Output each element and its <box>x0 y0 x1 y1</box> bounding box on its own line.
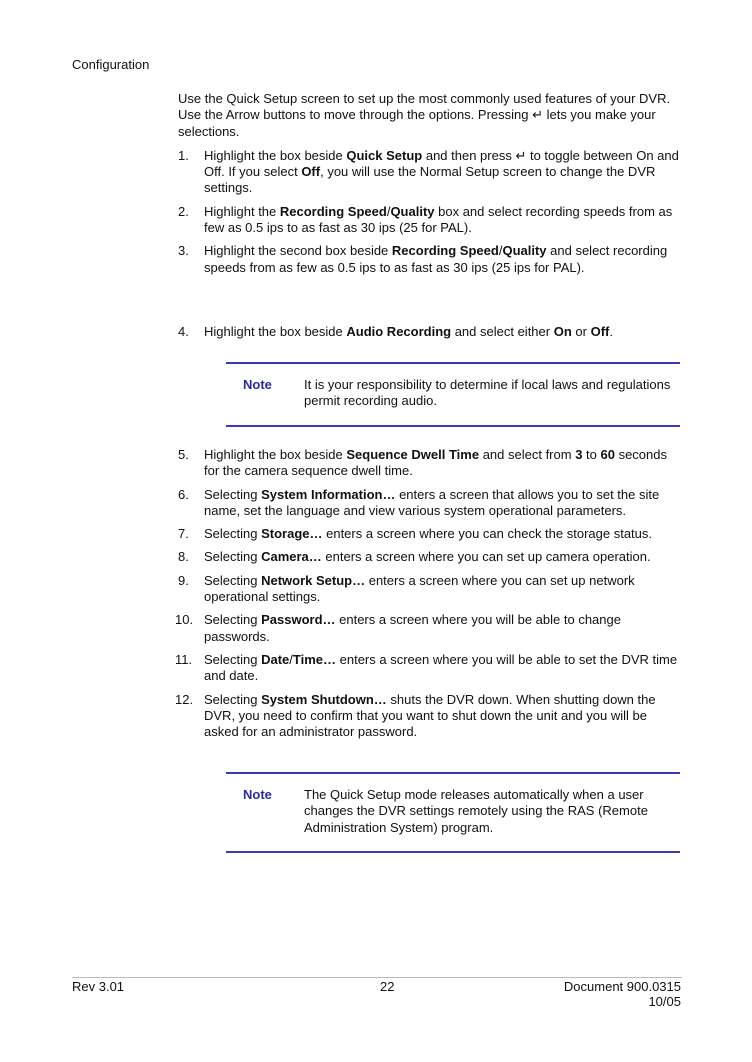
list-item <box>178 526 682 542</box>
list-item-text <box>204 526 682 542</box>
bold-term: System Information… <box>261 486 396 502</box>
bold-term: On <box>553 323 572 339</box>
text-run: enters a screen where you will be able to set the DVR time and date. <box>204 651 678 684</box>
footer-page-number: 22 <box>380 979 395 994</box>
text-run: Selecting <box>204 572 262 588</box>
note-box-ras <box>226 772 680 853</box>
text-run: Selecting <box>204 612 262 628</box>
bold-term: Quality <box>502 243 547 259</box>
list-item-number: 9. <box>178 572 189 588</box>
list-item-number: 5. <box>178 447 189 462</box>
text-run: . <box>609 323 613 339</box>
text-run: / <box>289 651 293 667</box>
list-item-text <box>204 447 682 480</box>
bold-term: 3 <box>575 447 583 462</box>
list-item-number: 10. <box>175 612 194 628</box>
bold-term: Camera… <box>261 549 322 565</box>
text-run: or <box>571 323 591 339</box>
bold-term: Password… <box>261 612 336 628</box>
bold-term: Quality <box>390 203 435 219</box>
steps-list-part-2 <box>175 447 682 740</box>
text-run: and select either <box>451 323 554 339</box>
list-item-number: 7. <box>178 526 189 542</box>
footer-document-number: Document 900.0315 <box>563 979 681 994</box>
list-item-text <box>204 573 682 606</box>
text-run: Selecting <box>204 691 262 707</box>
footer-document-date: 10/05 <box>648 994 681 1009</box>
bold-term: Date <box>261 651 290 667</box>
list-item-number: 8. <box>178 549 189 565</box>
footer-rule <box>72 977 682 978</box>
note-label: Note <box>243 377 272 392</box>
bold-term: Off <box>301 164 321 180</box>
text-run: seconds for the camera sequence dwell time. <box>204 447 668 479</box>
section-header: Configuration <box>72 57 150 72</box>
list-item <box>178 447 682 480</box>
text-run: enters a screen where you can set up camera operation. <box>321 549 651 565</box>
text-run: Selecting <box>204 549 262 565</box>
text-run: Selecting <box>204 486 262 502</box>
list-item <box>178 148 682 197</box>
list-item <box>178 573 682 606</box>
text-run: shuts the DVR down. When shutting down the DVR, you need to confirm that you want to shut down the unit and you will be asked for an administrator password. <box>204 691 656 740</box>
list-item <box>178 549 682 565</box>
list-item-text <box>204 549 682 565</box>
intro-paragraph: Use the Quick Setup screen to set up the most commonly used features of your DVR. Use the Arrow buttons to move through the options. Pressing ↵ lets you make your selections. <box>178 91 671 139</box>
list-item-number: 6. <box>178 486 189 502</box>
bold-term: Sequence Dwell Time <box>346 447 480 462</box>
bold-term: Quick Setup <box>346 147 423 163</box>
text-run: to <box>582 447 601 462</box>
text-run: Highlight the box beside <box>204 447 347 462</box>
bold-term: 60 <box>600 447 615 462</box>
note-label: Note <box>243 787 272 802</box>
text-run: box and select recording speeds from as few as 0.5 ips to as fast as 30 ips (25 for PAL). <box>204 203 673 236</box>
list-item-number: 12. <box>175 691 194 707</box>
list-item-text <box>204 612 682 645</box>
bold-term: Recording Speed <box>279 203 387 219</box>
list-item-text <box>204 204 682 237</box>
text-run: enters a screen where you will be able to change passwords. <box>204 612 621 644</box>
list-item <box>178 204 682 237</box>
bold-term: System Shutdown… <box>261 691 387 707</box>
text-run: and then press ↵ to toggle between On and Off. If you select <box>204 147 679 180</box>
text-run: enters a screen where you can check the storage status. <box>322 526 653 542</box>
list-item-text <box>204 652 682 685</box>
bold-term: Network Setup… <box>261 572 366 588</box>
text-run: and select recording speeds from as few as 0.5 ips to as fast as 30 ips (25 ips for PAL). <box>204 243 668 275</box>
text-run: enters a screen where you can set up network operational settings. <box>204 572 635 605</box>
list-item-text <box>204 148 682 197</box>
list-item-text <box>204 324 682 340</box>
text-run: / <box>498 243 503 259</box>
list-item-number: 11. <box>175 651 193 667</box>
bold-term: Off <box>590 323 610 339</box>
list-item-number: 1. <box>178 147 189 163</box>
text-run: and select from <box>479 447 576 462</box>
list-item <box>178 324 682 340</box>
list-item <box>175 691 682 741</box>
footer-revision: Rev 3.01 <box>72 979 125 994</box>
text-run: / <box>386 203 391 219</box>
list-item-text <box>204 692 682 741</box>
list-item <box>175 651 682 685</box>
text-run: Highlight the box beside <box>204 323 347 339</box>
text-run: enters a screen that allows you to set the site name, set the language and view various system operational parameters. <box>204 486 660 518</box>
text-run: , you will use the Normal Setup screen to change the DVR settings. <box>204 164 656 196</box>
bold-term: Recording Speed <box>391 243 499 259</box>
text-run: Selecting <box>204 526 262 542</box>
text-run: Highlight the second box beside <box>204 243 392 259</box>
note-text: The Quick Setup mode releases automatically when a user changes the DVR settings remotely using the RAS (Remote Administration System) program. <box>304 787 648 835</box>
footer-document <box>564 979 681 1009</box>
list-item <box>178 243 682 276</box>
list-item-number: 4. <box>178 323 189 339</box>
list-item-number: 3. <box>178 243 189 259</box>
bold-term: Storage… <box>261 526 323 542</box>
list-item-number: 2. <box>178 203 189 219</box>
list-item <box>175 612 682 645</box>
text-run: Highlight the box beside <box>204 147 347 163</box>
list-item-text <box>204 243 682 276</box>
note-text: It is your responsibility to determine if local laws and regulations permit recording audio. <box>304 377 671 409</box>
bold-term: Time… <box>292 651 337 667</box>
text-run: Highlight the <box>204 203 280 219</box>
note-box-audio <box>226 362 680 427</box>
bold-term: Audio Recording <box>346 323 452 339</box>
steps-list-part-1 <box>178 148 682 340</box>
text-run: Selecting <box>204 651 262 667</box>
body-text <box>178 91 682 340</box>
list-item-text <box>204 487 682 520</box>
list-item <box>178 487 682 520</box>
